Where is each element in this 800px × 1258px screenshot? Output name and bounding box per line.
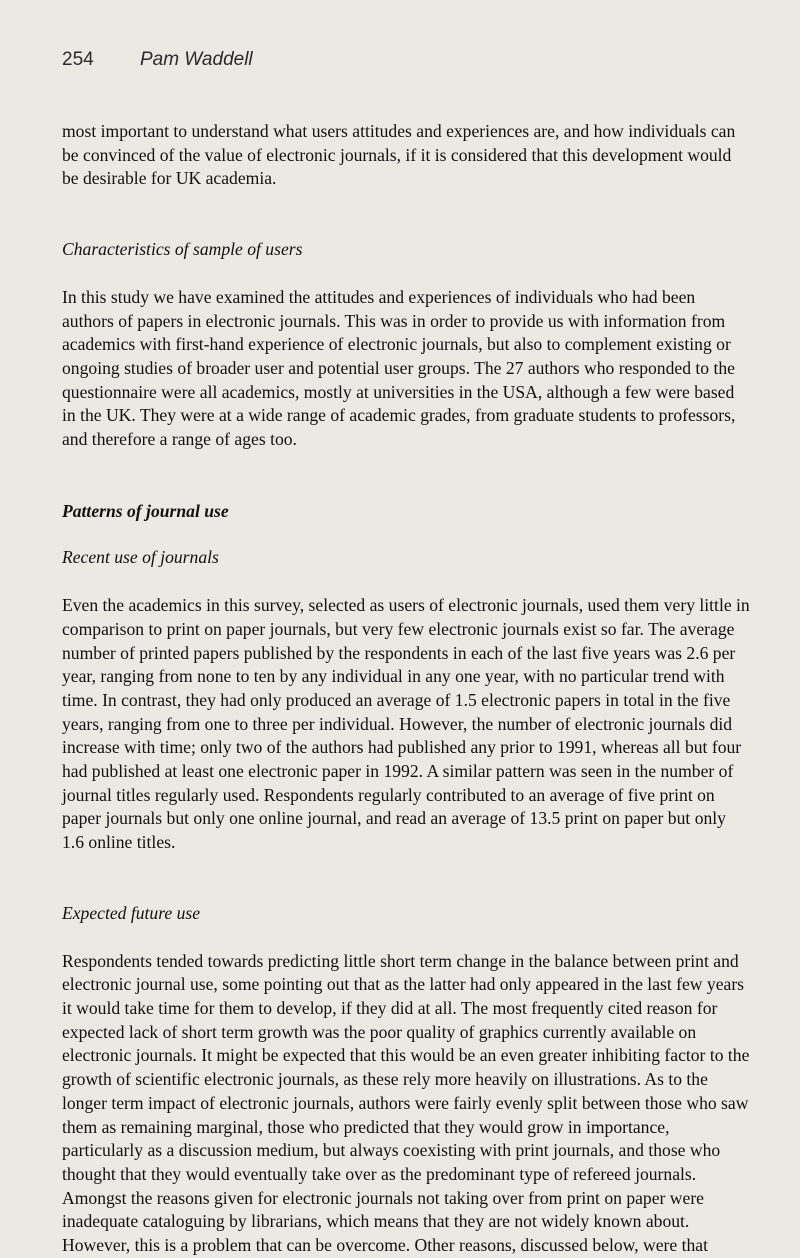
section-heading-patterns: Patterns of journal use: [62, 500, 229, 521]
sample-paragraph: In this study we have examined the attitudes and experiences of individuals who had been authors of papers in electronic journals. This was in order to provide us with information from academics with first-hand experience of electronic journals, but also to complement existing or ongoing studies of broader user and potential user groups. The 27 authors who responded to the questionnaire were all academics, mostly at universities in the USA, although a few were based in the UK. They were at a wide range of academic grades, from graduate students to professors, and therefore a range of ages too.: [62, 286, 736, 450]
subsection-heading-future: Expected future use: [62, 902, 201, 923]
page-number: 254: [62, 49, 94, 70]
section-heading-sample: Characteristics of sample of users: [62, 239, 303, 260]
running-head-author: Pam Waddell: [140, 49, 253, 70]
future-use-paragraph: Respondents tended towards predicting little short term change in the balance between print and electronic journal use, some pointing out that as the latter had only appeared in the last few years it would take time for them to develop, if they did at all. The most frequently cited reason for expected lack of short term growth was the poor quality of graphics currently available on electronic journals. It might be expected that this would be an even greater inhibiting factor to the growth of scientific electronic journals, as these rely more heavily on illustrations. As to the longer term impact of electronic journals, authors were fairly evenly split between those who saw them as remaining marginal, those who predicted that they would grow in importance, particularly as a discussion medium, but always coexisting with print journals, and those who thought that they would eventually take over as the predominant type of refereed journals. Amongst the reasons given for electronic journals not taking over from print on paper were inadequate cataloguing by librarians, which means that they are not widely known about. However, this is a problem that can be overcome. Other reasons, discussed below, were that: [62, 950, 750, 1256]
recent-use-paragraph: Even the academics in this survey, selected as users of electronic journals, used them very little in comparison to print on paper journals, but very few electronic journals exist so far. The average number of printed papers published by the respondents in each of the last five years was 2.6 per year, ranging from none to ten by any individual in any one year, with no particular trend with time. In contrast, they had only produced an average of 1.5 electronic papers in total in the five years, ranging from one to three per individual. However, the number of electronic journals did increase with time; only two of the authors had published any prior to 1991, whereas all but four had published at least one electronic paper in 1992. A similar pattern was seen in the number of journal titles regularly used. Respondents regularly contributed to an average of five print on paper journals but only one online journal, and read an average of 13.5 print on paper but only 1.6 online titles.: [62, 595, 750, 853]
intro-paragraph: most important to understand what users attitudes and experiences are, and how individuals can be convinced of the value of electronic journals, if it is considered that this development would be desirable for UK academia.: [62, 121, 736, 189]
running-head: [62, 40, 750, 80]
subsection-heading-recent: Recent use of journals: [62, 547, 219, 568]
